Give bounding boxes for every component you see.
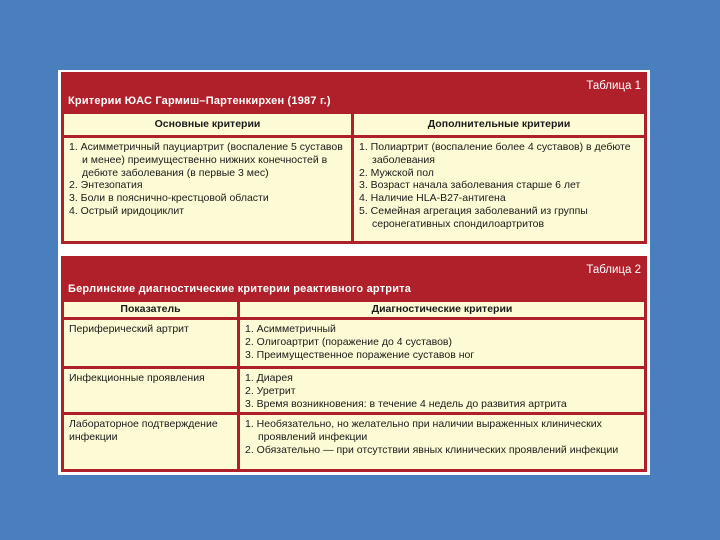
list-item: 2. Обязательно — при отсутствии явных клинических проявлений инфекции [245,443,619,456]
criteria-list [245,418,639,456]
row-label-lab-confirmation: Лабораторное подтверждение инфекции [64,415,237,469]
list-item: 4. Наличие HLA-B27-антигена [359,192,506,205]
slide-content [58,70,650,475]
main-criteria-cell [64,138,351,241]
table-1-title: Критерии ЮАС Гармиш–Партенкирхен (1987 г.) [68,95,331,107]
list-item: 1. Асимметричный пауциартрит (воспаление 5 суставов и менее) преимущественно нижних конечностей в дебюте заболевания (в первые 3 мес) [69,141,343,179]
row-label-peripheral-arthritis: Периферический артрит [64,320,237,366]
criteria-list [245,323,639,361]
list-item: 1. Полиартрит (воспаление более 4 суставов) в дебюте заболевания [359,141,631,166]
extra-criteria-cell [354,138,644,241]
list-item: 5. Семейная агрегация заболеваний из группы серонегативных спондилоартритов [359,204,588,230]
list-item: 3. Время возникновения: в течение 4 недель до развития артрита [245,397,567,410]
list-item: 2. Энтезопатия [69,179,143,192]
column-header-diagnostic-criteria: Диагностические критерии [240,302,644,317]
table-1-header [61,72,647,112]
extra-criteria-list [359,141,639,231]
list-item: 2. Мужской пол [359,166,434,179]
table-2-number: Таблица 2 [586,264,641,276]
table-1-grid [64,114,644,241]
table-2-title: Берлинские диагностические критерии реактивного артрита [68,283,412,295]
row-label-infection-signs: Инфекционные проявления [64,369,237,412]
column-header-extra-criteria: Дополнительные критерии [354,114,644,135]
main-criteria-list [69,141,346,218]
column-header-indicator: Показатель [64,302,237,317]
column-header-main-criteria: Основные критерии [64,114,351,135]
list-item: 2. Уретрит [245,384,296,397]
list-item: 1. Асимметричный [245,323,336,335]
row-criteria-infection-signs [240,369,644,412]
table-2-grid [64,302,644,469]
row-criteria-peripheral-arthritis [240,320,644,366]
table-1 [61,72,647,244]
list-item: 4. Острый иридоциклит [69,204,184,217]
table-2-header [61,256,647,300]
list-item: 3. Боли в пояснично-крестцовой области [69,192,269,205]
list-item: 1. Диарея [245,372,293,384]
table-1-number: Таблица 1 [586,80,641,92]
row-criteria-lab-confirmation [240,415,644,469]
list-item: 2. Олигоартрит (поражение до 4 суставов) [245,335,453,348]
criteria-list [245,372,639,410]
list-item: 3. Возраст начала заболевания старше 6 лет [359,179,581,192]
list-item: 3. Преимущественное поражение суставов ног [245,348,475,361]
table-2 [61,256,647,472]
list-item: 1. Необязательно, но желательно при наличии выраженных клинических проявлений инфекции [245,418,602,443]
